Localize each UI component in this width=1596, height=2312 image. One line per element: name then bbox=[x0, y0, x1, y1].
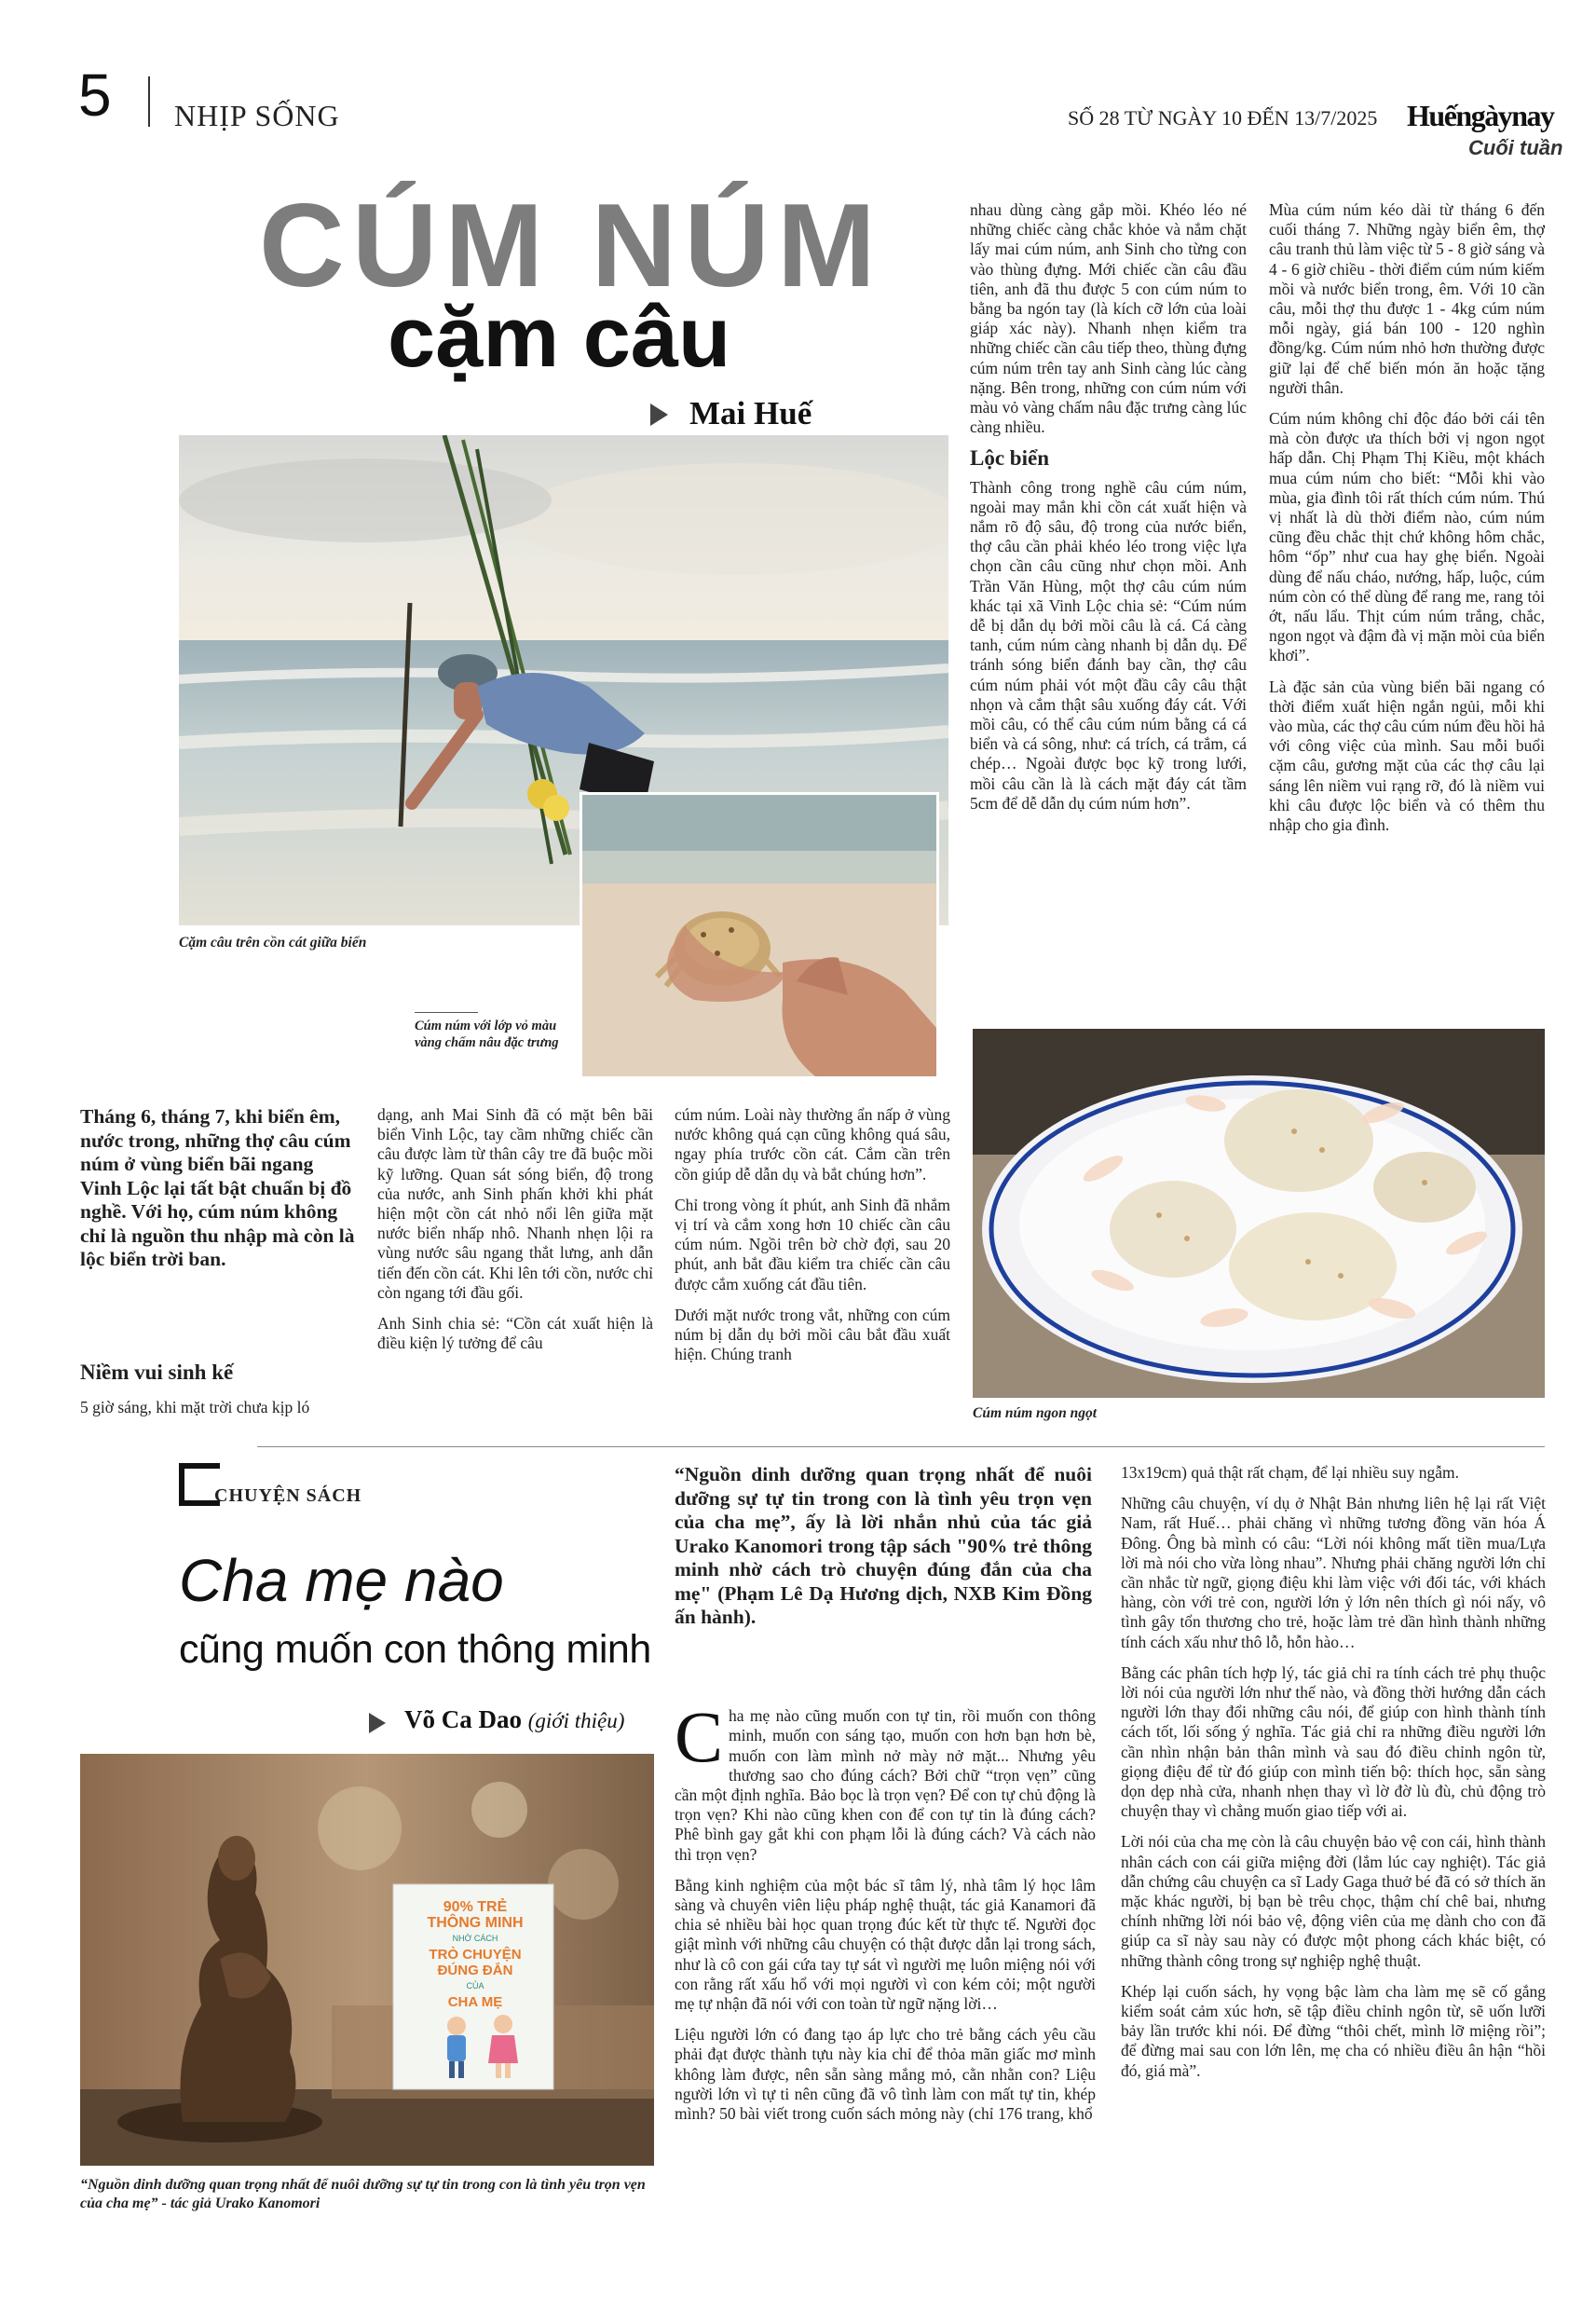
paragraph: dạng, anh Mai Sinh đã có mặt bên bãi biển Vinh Lộc, tay cầm những chiếc cần câu được làm từ thân cây tre đã buộc mồi kỹ lưỡng. Quan sát sóng biển, độ trong của nước, anh Sinh phấn khởi khi phát hiện một cồn cát nhỏ nổi lên giữa mặt nước biển nhấp nhô. Nhanh nhẹn lội ra vùng nước sâu ngang thắt lưng, anh dẫn tiến đến cồn cát. Khi lên tới cồn, nước chỉ còn ngang tới đầu gối. bbox=[377, 1105, 653, 1302]
paragraph: Dưới mặt nước trong vắt, những con cúm núm bị dẫn dụ bởi mồi câu bắt đầu xuất hiện. Chúng tranh bbox=[675, 1305, 950, 1364]
article-lead: Tháng 6, tháng 7, khi biển êm, nước trong, những thợ câu cúm núm ở vùng biển bãi ngang Vinh Lộc lại tất bật chuẩn bị đồ nghề. Với họ, cúm núm không chỉ là nguồn thu nhập mà còn là lộc biển trời ban. bbox=[80, 1105, 355, 1270]
paragraph: Thành công trong nghề câu cúm núm, ngoài may mắn khi cồn cát xuất hiện và nắm rõ độ sâu, độ trong của nước biển, thợ câu cần phải khéo léo trong việc lựa chọn cần câu cũng như chọn mồi. Anh Trần Văn Hùng, một thợ câu cúm núm khác tại xã Vinh Lộc chia sẻ: “Cúm núm dễ bị dẫn dụ bởi mồi câu là cá. Cá càng tanh, cúm núm càng nhanh bị dẫn dụ. Để tránh sóng biển đánh bay cần, thợ câu cúm núm phải vót một đầu cây câu thật nhọn và cắm thật sâu xuống đáy cát. Với mồi câu, có thể câu cúm núm bằng cá cá biển và cá sông, như: cá trích, cá trắm, cá chép… Ngoài được bọc kỹ trong lưới, mồi câu cần là là cách mặt đáy cát tầm 5cm để dễ dẫn dụ cúm núm hơn”. bbox=[970, 477, 1247, 813]
paragraph: Cúm núm không chỉ độc đáo bởi cái tên mà còn được ưa thích bởi vị ngon ngọt hấp dẫn. Chị Phạm Thị Kiều, một khách mua cúm núm cho biết: “Mỗi khi vào mùa, gia đình tôi rất thích cúm núm. Thú vị nhất là dù thời điểm nào, cúm núm cũng đều chắc thịt chứ không hôm chắc, hôm “ốp” như cua hay ghẹ biển. Ngoài dùng để nấu cháo, nướng, hấp, luộc, cúm núm còn có thể dùng để rang me, rang tỏi ớt, nấu lẩu. Thịt cúm núm trắng, chắc, ngon ngọt và đậm đà vị mặn mòi của biển khơi”. bbox=[1269, 409, 1545, 665]
section-divider bbox=[257, 1446, 1545, 1447]
photo-crab-plate bbox=[973, 1029, 1545, 1398]
photo2-caption-rule bbox=[415, 1012, 478, 1013]
photo2-caption: Cúm núm với lớp vỏ màu vàng chấm nâu đặc trưng bbox=[415, 1019, 559, 1050]
photo-crab-in-hand bbox=[580, 792, 939, 1079]
author-byline: Mai Huế bbox=[689, 395, 812, 431]
paragraph-text: ha mẹ nào cũng muốn con tự tin, rồi muốn con thông minh, muốn con sáng tạo, muốn con hơn bạn hơn bè, muốn con làm mình nở mày nở mặt... Nhưng yêu thương sao cho đúng cách? Bởi chữ “trọn vẹn” cũng cần một định nghĩa. Bảo bọc là trọn vẹn? Để con tự chủ động là trọn vẹn? Khi nào cũng khen con để con tự tin là đúng cách? Phê bình gay gắt khi con phạm lỗi là đúng cách? Và cách nào thì trọn vẹn? bbox=[675, 1706, 1096, 1864]
header-divider bbox=[148, 76, 150, 127]
author-name: Võ Ca Dao bbox=[404, 1705, 522, 1733]
article2-author bbox=[404, 1705, 624, 1734]
a1-col2-text bbox=[377, 1105, 653, 1364]
paragraph: Những câu chuyện, ví dụ ở Nhật Bản nhưng liên hệ lại rất Việt Nam, rất Huế… phải chăng vì những tương đồng văn hóa Á Đông. Ông bà mình có câu: “Lời nói không mất tiền mua/Lựa lời mà nói cho vừa lòng nhau”. Nhưng phải chăng người lớn chỉ cần nhắc từ ngữ, giọng điệu khi làm việc với đối tác, với khách hàng, còn với trẻ con, người lớn ỷ lớn nên thích gì nói nấy, vô tình gây tổn thương cho trẻ, hoặc làm trẻ dần hình thành những tính cách xấu như thô lỗ, hỗn hào… bbox=[1121, 1494, 1546, 1651]
brand-sub: Cuối tuần bbox=[1468, 136, 1563, 159]
paragraph: Mùa cúm núm kéo dài từ tháng 6 đến cuối tháng 7. Những ngày biển êm, thợ câu tranh thủ làm việc từ 5 - 8 giờ sáng và 4 - 6 giờ chiều - thời điểm cúm núm kiếm mồi và nước biển trong, êm. Với 10 cần câu, mỗi thợ thu được 1 - 4kg cúm núm mỗi ngày, giá bán 100 - 120 nghìn đồng/kg. Cúm núm nhỏ hơn thường được giữ lại để chế biến món ăn hoặc tặng người thân. bbox=[1269, 200, 1545, 397]
a2-col3-text bbox=[1121, 1463, 1546, 2092]
book-cover-title bbox=[401, 1899, 550, 2010]
section-label: CHUYỆN SÁCH bbox=[214, 1485, 362, 1506]
dropcap: C bbox=[675, 1696, 724, 1778]
heading-niem-vui: Niềm vui sinh kế bbox=[80, 1361, 234, 1384]
book-title-line: CHA MẸ bbox=[447, 1994, 503, 2010]
paragraph: Lời nói của cha mẹ còn là câu chuyện bảo vệ con cái, hình thành nhân cách con cái giữa miệng đời (lắm lúc cay nghiệt). Tác giả dẫn chứng câu chuyện ca sĩ Lady Gaga thuở bé đã có sở thích ăn mặc khác người, bị bạn bè trêu chọc, thậm chí chê bai, nhưng chính những lời nói bảo vệ, động viên của mẹ dành cho con đã giúp ca sĩ này sau này có được một phong cách khác biệt, có những thành công trong sự nghiệp nghệ thuật. bbox=[1121, 1832, 1546, 1970]
book-title-line: 90% TRẺ bbox=[443, 1899, 508, 1915]
paragraph: Khép lại cuốn sách, hy vọng bậc làm cha làm mẹ sẽ cố gắng kiểm soát cảm xúc hơn, sẽ tập điều chỉnh ngôn từ, sẽ uốn lưỡi bảy lần trước khi nói. Để đừng “thôi chết, mình lỡ miệng rồi”; để đừng mai sau con lớn lên, mẹ cha có nhiều điều ân hận “hồi đó, giá mà”. bbox=[1121, 1981, 1546, 2080]
a1-col3-text bbox=[675, 1105, 950, 1375]
paragraph: Bằng kinh nghiệm của một bác sĩ tâm lý, nhà tâm lý học lâm sàng và chuyên viên liệu pháp nghệ thuật, tác giả Kanamori đã chia sẻ nhiều bài học quan trọng đúc kết từ thực tế. Người đọc giật mình với những câu chuyện có thật được dẫn lại trong sách, như là cô con gái cứa tay tự sát vì người mẹ luôn miệng nói với con rằng rất xấu hổ với mọi người vì con kém cỏi; một người mẹ tự nhận đã nói với con toàn từ ngữ nặng lời… bbox=[675, 1875, 1096, 2014]
photo3-caption: Cúm núm ngon ngọt bbox=[973, 1405, 1098, 1421]
photo1-caption: Cặm câu trên cồn cát giữa biển bbox=[179, 935, 367, 951]
a1-col1-text bbox=[80, 1398, 358, 1429]
paragraph: Liệu người lớn có đang tạo áp lực cho trẻ bằng cách yêu cầu phải đạt được thành tựu này kia chỉ để thỏa mãn giấc mơ mình không làm được, nên sẵn sàng mắng mỏ, cằn nhằn con? Liệu người lớn vì tự ti nên cũng đã vô tình làm con mất tự tin, khép mình? 50 bài viết trong cuốn sách mỏng này (chỉ 176 trang, khổ bbox=[675, 2025, 1096, 2124]
heading-loc-bien: Lộc biển bbox=[970, 446, 1049, 471]
paragraph: Bằng các phân tích hợp lý, tác giả chỉ ra tính cách trẻ phụ thuộc lời nói của người lớn như thế nào, và đồng thời hướng dẫn cách người lớn thay đổi những câu nói, để giúp con hình thành tính cách tốt, lối sống ý nghĩa. Tác giả chỉ ra những điều người lớn cần nhìn nhận bản thân mình và sau đó điều chỉnh ngôn từ, giọng điệu để từ đó giúp con mình tiến bộ: thích học, sẵn sàng dọn dẹp nhà cửa, nhanh nhẹn thay vì lờ đờ lù đù, chủ động trò chuyện thay vì chẳng muốn giao tiếp với ai. bbox=[1121, 1662, 1546, 1821]
article2-title-line1: Cha mẹ nào bbox=[179, 1547, 504, 1614]
paragraph: Là đặc sản của vùng biển bãi ngang có thời điểm xuất hiện ngắn ngủi, mỗi khi vào mùa, các thợ câu cúm núm đều hồi hả với công việc của mình. Sau mỗi buổi cặm câu, gương mặt của các thợ câu lại sáng lên niềm vui rạng rỡ, đó là niềm vui khi câu được lộc biển và có thêm thu nhập cho gia đình. bbox=[1269, 677, 1545, 835]
book-title-line: THÔNG MINH bbox=[427, 1915, 524, 1931]
book-title-line: TRÒ CHUYỆN bbox=[429, 1947, 522, 1963]
paragraph: 5 giờ sáng, khi mặt trời chưa kịp ló bbox=[80, 1398, 310, 1416]
section-title: NHỊP SỐNG bbox=[174, 99, 340, 132]
issue-info: SỐ 28 TỪ NGÀY 10 ĐẾN 13/7/2025 bbox=[1068, 106, 1378, 130]
photo-book-statue bbox=[80, 1754, 654, 2166]
a2-col2-text bbox=[675, 1687, 1096, 2135]
a1-col5-text bbox=[1269, 200, 1545, 846]
paragraph: cúm núm. Loài này thường ẩn nấp ở vùng nước không quá cạn cũng không quá sâu, ngay phía trước cồn cát. Cắm cần trên cồn giúp dễ dẫn dụ và bắt chúng hơn”. bbox=[675, 1105, 950, 1183]
article-title-main: CÚM NÚM bbox=[259, 179, 883, 311]
play-icon bbox=[369, 1713, 386, 1733]
article-title-sub: cặm câu bbox=[388, 290, 731, 385]
paragraph: nhau dùng càng gắp mồi. Khéo léo né những chiếc càng chắc khỏe và nắm chặt lấy mai cúm núm, anh Sinh cho từng con vào thùng đựng. Mới chiếc cần câu đầu tiên, anh đã thu được 5 con cúm núm to bằng ba ngón tay (là kích cỡ lớn của loài giáp xác này). Nhanh nhẹn kiểm tra những chiếc cần câu tiếp theo, thùng đựng cúm núm trên tay anh Sinh càng lúc càng nặng. Bên trong, những con cúm núm với màu vỏ vàng chấm nâu đặc trưng càng lúc càng nhiều. bbox=[970, 200, 1247, 437]
article2-title-line2: cũng muốn con thông minh bbox=[179, 1627, 651, 1672]
paragraph: Chỉ trong vòng ít phút, anh Sinh đã nhắm vị trí và cắm xong hơn 10 chiếc cần câu cúm núm. Ngồi trên bờ chờ đợi, sau 20 phút, anh bắt đầu kiểm tra chiếc cần câu được cắm xuống cát đầu tiên. bbox=[675, 1195, 950, 1293]
paragraph: 13x19cm) quả thật rất chạm, để lại nhiều suy ngẫm. bbox=[1121, 1463, 1460, 1482]
book-title-line: CỦA bbox=[466, 1981, 484, 1991]
play-icon bbox=[650, 404, 668, 426]
photo4-caption: “Nguồn dinh dưỡng quan trọng nhất để nuôi dưỡng sự tự tin trong con là tình yêu trọn vẹn của cha mẹ” - tác giả Urako Kanomori bbox=[80, 2177, 646, 2211]
paragraph bbox=[675, 1687, 1096, 1865]
book-title-line: ĐÚNG ĐẮN bbox=[437, 1963, 513, 1978]
a1-col4-text bbox=[970, 200, 1247, 825]
brand-logo: Huếngàynay bbox=[1407, 99, 1554, 132]
author-note: (giới thiệu) bbox=[527, 1709, 625, 1732]
paragraph: Anh Sinh chia sẻ: “Cồn cát xuất hiện là điều kiện lý tưởng để câu bbox=[377, 1314, 653, 1353]
article2-sapo: “Nguồn dinh dưỡng quan trọng nhất để nuôi dưỡng sự tự tin trong con là tình yêu trọn vẹn của cha mẹ”, ấy là lời nhắn nhủ của tác giả Urako Kanomori trong tập sách "90% trẻ thông minh nhờ cách trò chuyện đúng đắn của cha mẹ" (Phạm Lê Dạ Hương dịch, NXB Kim Đồng ấn hành). bbox=[675, 1463, 1092, 1628]
page-number: 5 bbox=[78, 62, 112, 129]
book-title-line: NHỜ CÁCH bbox=[452, 1934, 498, 1943]
book-cover-illustration bbox=[419, 2013, 540, 2080]
